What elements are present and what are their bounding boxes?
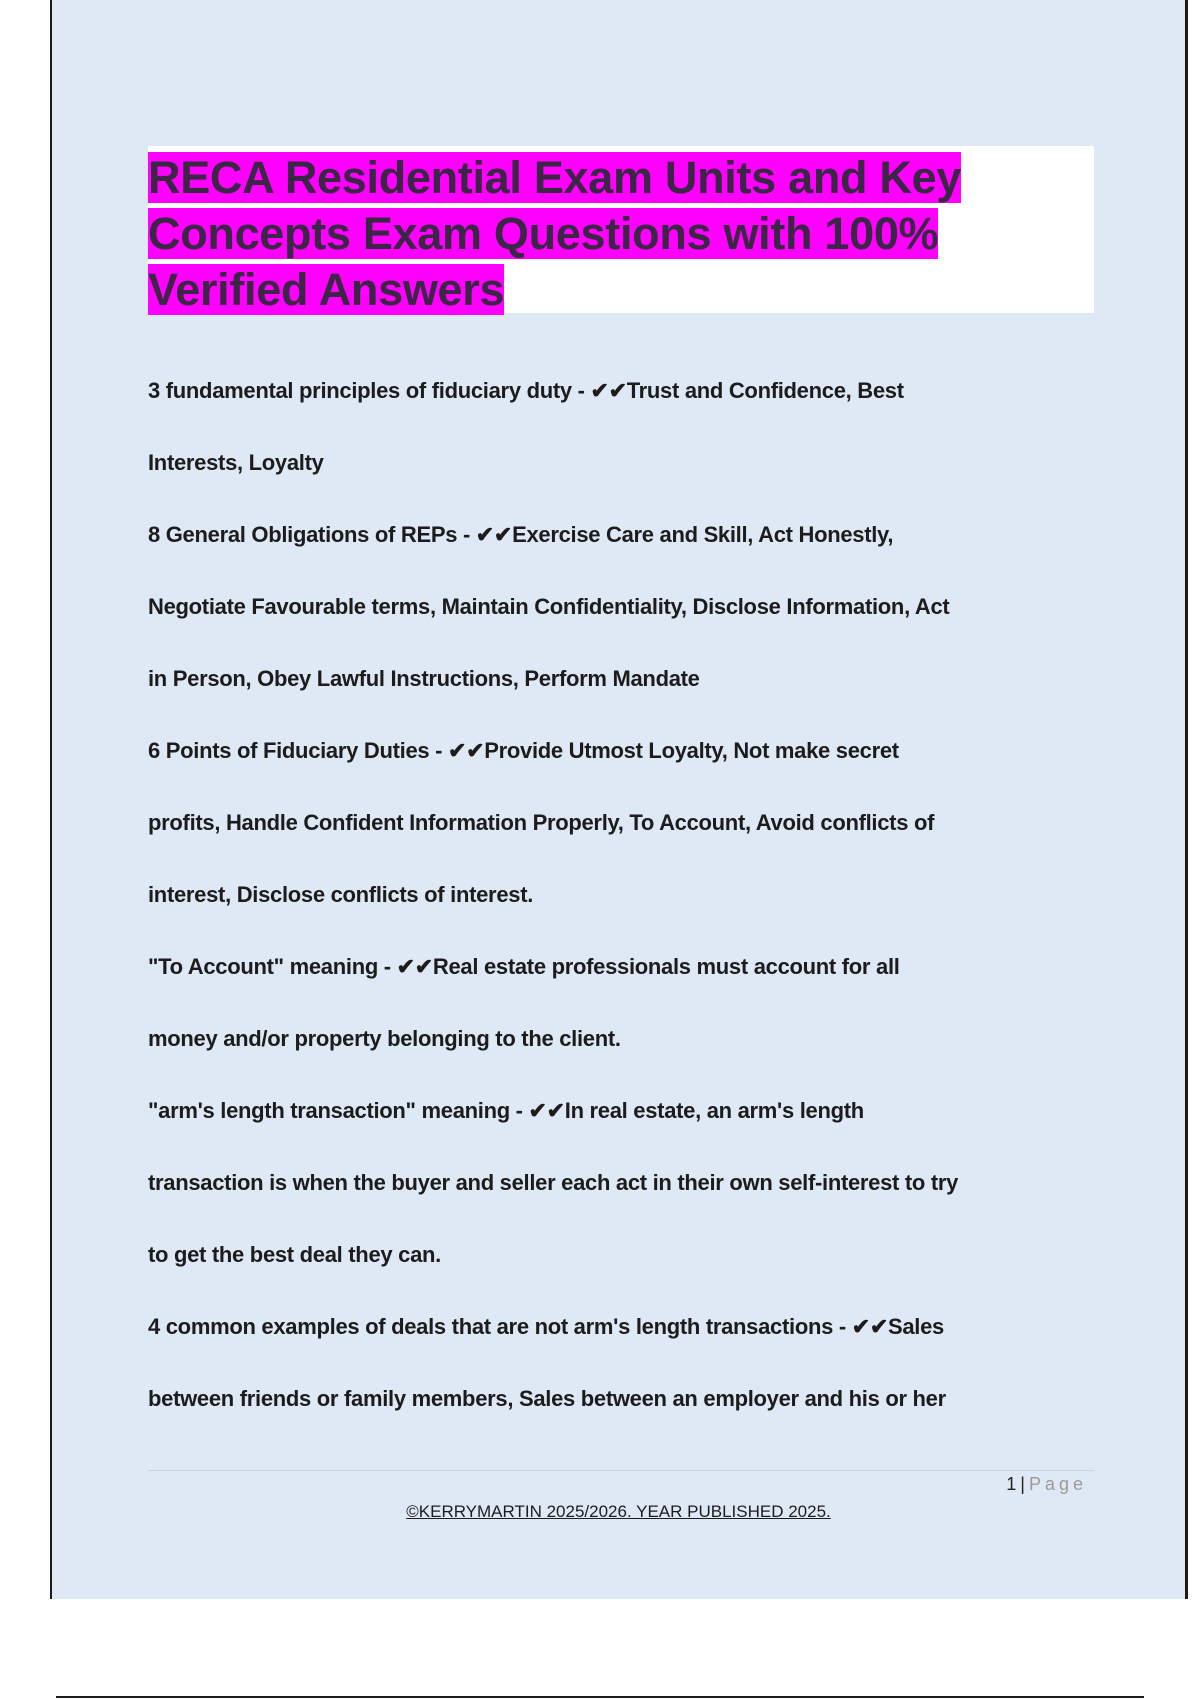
document-page — [50, 0, 1188, 1599]
page-number-value: 1 — [1006, 1474, 1017, 1494]
page-number — [1006, 1474, 1087, 1495]
text-line: money and/or property belonging to the client. — [148, 1026, 621, 1051]
text-line: profits, Handle Confident Information Properly, To Account, Avoid conflicts of — [148, 810, 935, 835]
title-box — [148, 146, 1094, 313]
text-line: 3 fundamental principles of fiduciary duty - ✔✔Trust and Confidence, Best — [148, 378, 904, 403]
qa-content — [148, 378, 1108, 1458]
copyright-text: ©KERRYMARTIN 2025/2026. YEAR PUBLISHED 2025. — [406, 1502, 831, 1521]
text-line: "arm's length transaction" meaning - ✔✔In real estate, an arm's length — [148, 1098, 864, 1123]
text-line: Interests, Loyalty — [148, 450, 324, 475]
text-line: Negotiate Favourable terms, Maintain Confidentiality, Disclose Information, Act — [148, 594, 950, 619]
title-line: RECA Residential Exam Units and Key — [148, 152, 962, 203]
text-line: transaction is when the buyer and seller each act in their own self-interest to try — [148, 1170, 959, 1195]
text-line: in Person, Obey Lawful Instructions, Perform Mandate — [148, 666, 700, 691]
text-line: between friends or family members, Sales between an employer and his or her — [148, 1386, 946, 1411]
title-line: Concepts Exam Questions with 100% — [148, 208, 939, 259]
page-separator: | — [1020, 1474, 1025, 1494]
text-line: "To Account" meaning - ✔✔Real estate professionals must account for all — [148, 954, 900, 979]
document-title — [148, 150, 961, 318]
next-page-edge — [56, 1696, 1144, 1698]
text-line: 6 Points of Fiduciary Duties - ✔✔Provide Utmost Loyalty, Not make secret — [148, 738, 899, 763]
text-line: to get the best deal they can. — [148, 1242, 441, 1267]
text-line: 8 General Obligations of REPs - ✔✔Exercise Care and Skill, Act Honestly, — [148, 522, 894, 547]
text-line: 4 common examples of deals that are not arm's length transactions - ✔✔Sales — [148, 1314, 944, 1339]
footer-divider — [148, 1470, 1094, 1471]
text-line: interest, Disclose conflicts of interest. — [148, 882, 534, 907]
copyright-footer — [52, 1502, 1185, 1522]
page-label: Page — [1028, 1474, 1087, 1494]
title-line: Verified Answers — [148, 264, 505, 315]
